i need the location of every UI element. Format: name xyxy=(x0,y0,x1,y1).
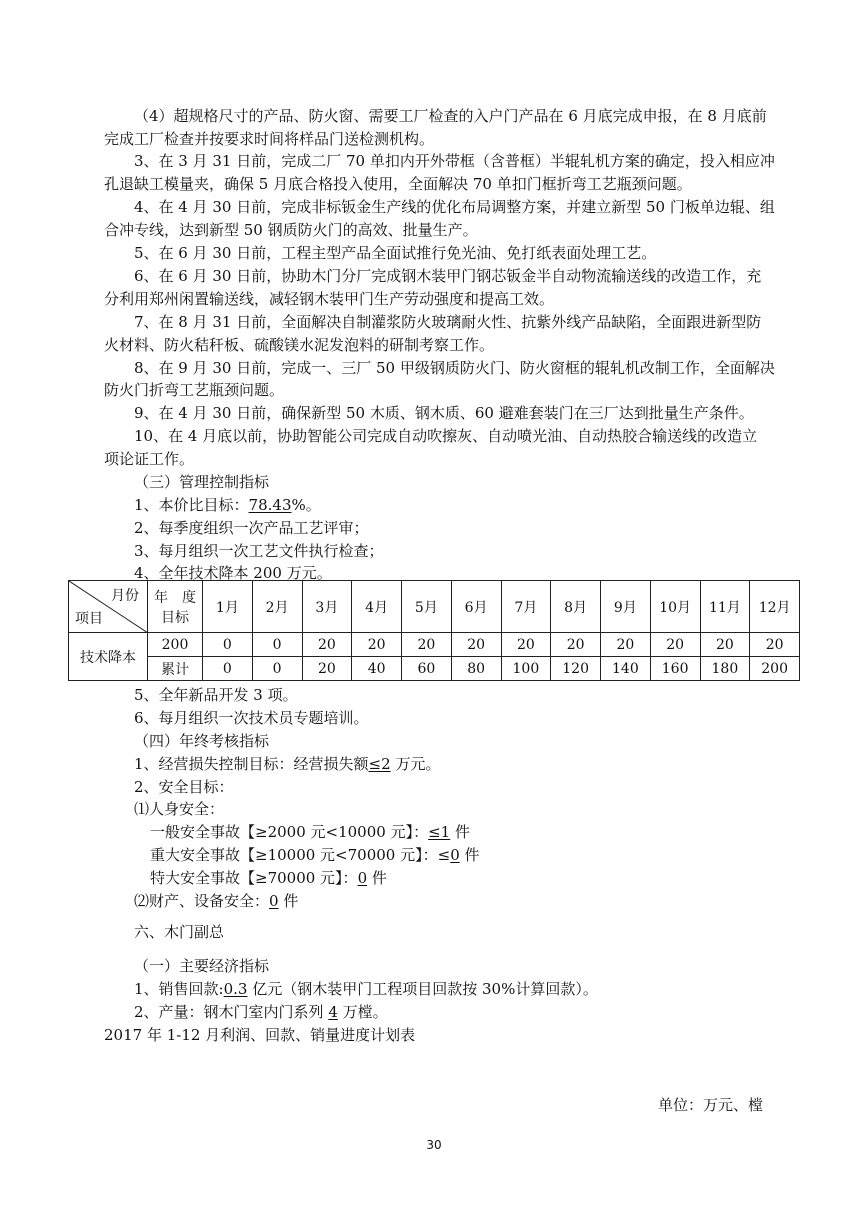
table-cell: 20 xyxy=(451,633,501,657)
text-segment: 1、经营损失控制目标：经营损失额 xyxy=(134,755,369,773)
month-header: 9月 xyxy=(601,581,651,633)
text-line xyxy=(134,152,775,170)
header-line: 年 度 xyxy=(154,589,196,606)
text-segment: 2、安全目标： xyxy=(134,778,234,796)
table-cell: 20 xyxy=(750,633,800,657)
text-segment: （一）主要经济指标 xyxy=(134,957,270,975)
table-cell: 120 xyxy=(551,657,601,681)
text-segment: 单位：万元、樘 xyxy=(658,1096,764,1114)
table-cell: 20 xyxy=(352,633,402,657)
year-target-header xyxy=(148,581,203,633)
underlined-value: 78.43 xyxy=(248,496,292,514)
section-heading xyxy=(134,732,269,750)
section-heading xyxy=(134,923,224,941)
text-segment: ⑴人身安全： xyxy=(134,800,225,818)
text-segment: 7、在 8 月 31 日前，全面解决自制灌浆防火玻璃耐火性、抗紫外线产品缺陷，全面跟进新型防 xyxy=(134,313,762,331)
text-segment: 3、在 3 月 31 日前，完成二厂 70 单扣内开外带框（含普框）半辊轧机方案的确定，投入相应冲 xyxy=(134,152,775,170)
text-line xyxy=(150,869,387,887)
month-header: 12月 xyxy=(750,581,800,633)
table-cell: 200 xyxy=(750,657,800,681)
table-cell: 0 xyxy=(252,657,302,681)
table-cell: 100 xyxy=(501,657,551,681)
text-segment: 4、全年技术降本 200 万元。 xyxy=(134,564,332,582)
table-cell: 0 xyxy=(203,657,253,681)
text-line xyxy=(134,1003,388,1021)
table-cell: 0 xyxy=(203,633,253,657)
table-cell: 20 xyxy=(700,633,750,657)
row-label: 技术降本 xyxy=(69,633,148,681)
table-cell: 200 xyxy=(148,633,203,657)
corner-month-label: 月份 xyxy=(111,588,139,604)
text-line xyxy=(134,107,767,125)
text-line xyxy=(134,778,234,796)
text-line xyxy=(134,980,598,998)
text-line xyxy=(104,290,554,308)
text-segment: 重大安全事故【≥10000 元<70000 元】：≤ xyxy=(150,846,451,864)
table-cell: 20 xyxy=(402,633,452,657)
text-segment: 2、每季度组织一次产品工艺评审； xyxy=(134,519,369,537)
underlined-value: 0 xyxy=(450,846,460,864)
text-segment: 亿元（钢木装甲门工程项目回款按 30%计算回款）。 xyxy=(247,980,598,998)
table-cell: 60 xyxy=(402,657,452,681)
text-segment: 9、在 4 月 30 日前，确保新型 50 木质、钢木质、60 避难套装门在三厂达到批量生产条件。 xyxy=(134,404,754,422)
text-segment: 合冲专线，达到新型 50 钢质防火门的高效、批量生产。 xyxy=(104,221,478,239)
text-line xyxy=(134,686,298,704)
text-segment: 分利用郑州闲置输送线，减轻钢木装甲门生产劳动强度和提高工效。 xyxy=(104,290,555,308)
text-segment: %。 xyxy=(291,496,321,514)
table-cell: 40 xyxy=(352,657,402,681)
table-cell: 20 xyxy=(302,633,352,657)
text-line xyxy=(104,450,194,468)
underlined-value: ≤1 xyxy=(428,823,451,841)
text-line xyxy=(134,404,754,422)
underlined-value: 0 xyxy=(357,869,368,887)
text-line xyxy=(150,823,470,841)
underlined-value: 4 xyxy=(328,1003,338,1021)
table-cell: 20 xyxy=(551,633,601,657)
month-header: 11月 xyxy=(700,581,750,633)
section-heading xyxy=(134,473,269,491)
table-cell: 0 xyxy=(252,633,302,657)
corner-item-label: 项目 xyxy=(75,611,103,627)
text-segment: 件 xyxy=(367,869,387,887)
text-segment: 防火门折弯工艺瓶颈问题。 xyxy=(104,381,285,399)
text-segment: 8、在 9 月 30 日前，完成一、三厂 50 甲级钢质防火门、防火窗框的辊轧机改制工作，全面解决 xyxy=(134,359,775,377)
table-cell: 20 xyxy=(650,633,700,657)
text-segment: 10、在 4 月底以前，协助智能公司完成自动吹擦灰、自动喷光油、自动热胶合输送线的改造立 xyxy=(134,427,758,445)
text-segment: 3、每月组织一次工艺文件执行检查； xyxy=(134,542,384,560)
text-segment: 特大安全事故【≥70000 元】： xyxy=(150,869,358,887)
text-segment: 2017 年 1-12 月利润、回款、销量进度计划表 xyxy=(104,1026,416,1044)
text-segment: （三）管理控制指标 xyxy=(134,473,270,491)
text-segment: 1、销售回款: xyxy=(134,980,224,998)
text-segment: （四）年终考核指标 xyxy=(134,732,270,750)
text-line xyxy=(134,892,298,910)
month-header: 4月 xyxy=(352,581,402,633)
text-segment: 6、每月组织一次技术员专题培训。 xyxy=(134,709,369,727)
text-line xyxy=(134,519,369,537)
text-segment: 5、全年新品开发 3 项。 xyxy=(134,686,298,704)
header-line: 目标 xyxy=(161,609,189,626)
text-segment: 1、本价比目标： xyxy=(134,496,249,514)
text-line xyxy=(134,427,757,445)
text-segment: 件 xyxy=(278,892,299,910)
text-line xyxy=(134,709,369,727)
underlined-value: 0 xyxy=(269,892,279,910)
section-heading xyxy=(134,957,269,975)
table-corner-cell xyxy=(69,581,148,633)
text-line xyxy=(134,496,321,514)
text-line xyxy=(134,198,775,216)
text-segment: 4、在 4 月 30 日前，完成非标钣金生产线的优化布局调整方案，并建立新型 50 门板单边辊、组 xyxy=(134,198,775,216)
text-segment: 火材料、防火秸秆板、硫酸镁水泥发泡料的研制考察工作。 xyxy=(104,336,495,354)
text-segment: 六、木门副总 xyxy=(134,923,225,941)
text-segment: ⑵财产、设备安全： xyxy=(134,892,270,910)
table-cell: 80 xyxy=(451,657,501,681)
text-segment: 5、在 6 月 30 日前，工程主型产品全面试推行免光油、免打纸表面处理工艺。 xyxy=(134,244,657,262)
text-line xyxy=(150,846,480,864)
text-segment: 件 xyxy=(459,846,480,864)
text-segment: 万元。 xyxy=(390,755,441,773)
text-line xyxy=(104,221,478,239)
month-header: 8月 xyxy=(551,581,601,633)
table-cell: 20 xyxy=(501,633,551,657)
page-number: 30 xyxy=(426,1138,442,1152)
table-cell: 160 xyxy=(650,657,700,681)
month-header: 7月 xyxy=(501,581,551,633)
text-line xyxy=(134,267,761,285)
text-line xyxy=(134,313,761,331)
month-header: 6月 xyxy=(451,581,501,633)
text-line xyxy=(104,381,284,399)
underlined-value: 0.3 xyxy=(223,980,248,998)
text-line xyxy=(134,359,775,377)
text-line xyxy=(134,542,384,560)
month-header: 2月 xyxy=(252,581,302,633)
text-line xyxy=(134,755,440,773)
table-cell: 180 xyxy=(700,657,750,681)
underlined-value: ≤2 xyxy=(368,755,391,773)
month-header: 5月 xyxy=(402,581,452,633)
text-segment: 2、产量：钢木门室内门系列 xyxy=(134,1003,329,1021)
text-line xyxy=(104,336,494,354)
text-segment: （4）超规格尺寸的产品、防火窗、需要工厂检查的入户门产品在 6 月底完成申报，在 8 月底前 xyxy=(134,107,767,125)
table-cell: 20 xyxy=(302,657,352,681)
unit-label xyxy=(658,1096,763,1114)
text-line xyxy=(104,175,692,193)
text-line xyxy=(104,130,434,148)
text-segment: 项论证工作。 xyxy=(104,450,195,468)
text-line xyxy=(134,800,224,818)
text-segment: 一般安全事故【≥2000 元<10000 元】： xyxy=(150,823,429,841)
table-cell: 140 xyxy=(601,657,651,681)
table-caption xyxy=(104,1026,415,1044)
text-segment: 孔退缺工模量夹，确保 5 月底合格投入使用，全面解决 70 单扣门框折弯工艺瓶颈问题。 xyxy=(104,175,692,193)
text-segment: 6、在 6 月 30 日前，协助木门分厂完成钢木装甲门钢芯钣金半自动物流输送线的改造工作，充 xyxy=(134,267,762,285)
table-cell: 20 xyxy=(601,633,651,657)
table-cell: 累计 xyxy=(148,657,203,681)
text-segment: 完成工厂检查并按要求时间将样品门送检测机构。 xyxy=(104,130,435,148)
text-segment: 件 xyxy=(450,823,470,841)
text-segment: 万樘。 xyxy=(337,1003,388,1021)
month-header: 10月 xyxy=(650,581,700,633)
month-header: 3月 xyxy=(302,581,352,633)
tech-cost-reduction-table xyxy=(68,580,800,681)
text-line xyxy=(134,244,656,262)
month-header: 1月 xyxy=(203,581,253,633)
